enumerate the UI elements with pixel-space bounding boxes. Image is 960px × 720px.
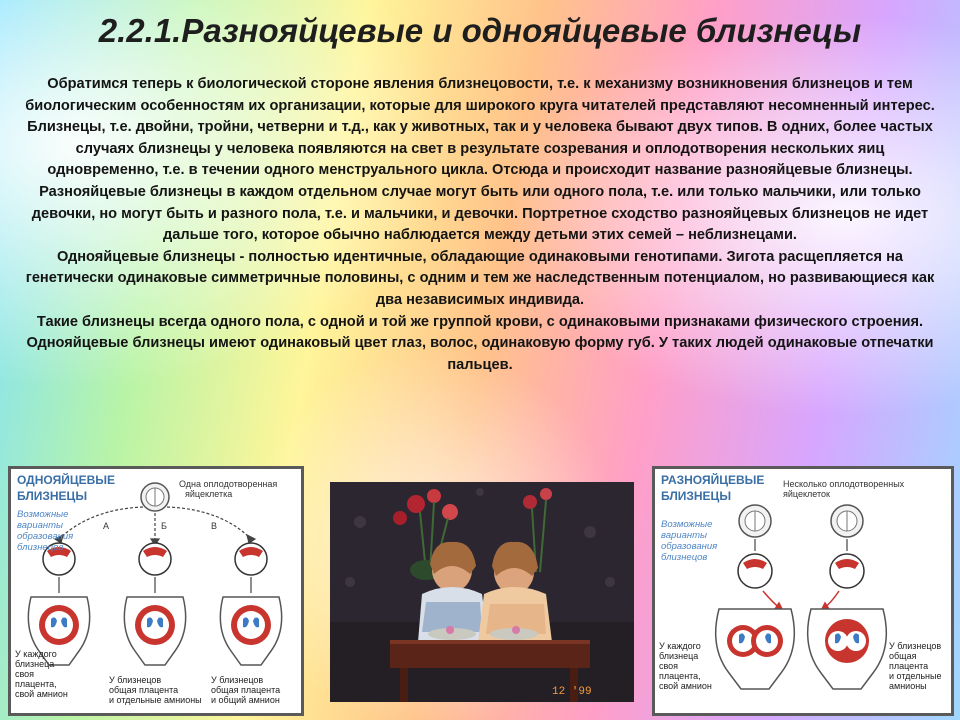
caption-line: и отдельные амнионы (109, 695, 202, 705)
monozygotic-note-1: Одна оплодотворенная (179, 479, 278, 489)
monozygotic-sub-4: близнецов (17, 542, 64, 553)
arrow-label-a: А (103, 521, 110, 531)
monozygotic-title-2: БЛИЗНЕЦЫ (17, 489, 88, 503)
caption-line: общая плацента (109, 685, 179, 695)
branch-arrows-icon (55, 507, 255, 545)
caption-line: свой амнион (15, 689, 68, 699)
dizygotic-note-1: Несколько оплодотворенных (783, 479, 905, 489)
monozygotic-sub-2: варианты (17, 520, 64, 531)
monozygotic-title-1: ОДНОЯЙЦЕВЫЕ (17, 473, 116, 487)
caption-line: своя (659, 661, 679, 671)
caption-line: близнеца (659, 651, 699, 661)
dizygotic-sub-1: Возможные (661, 519, 713, 530)
dizygotic-caption-1 (659, 641, 712, 691)
caption-line: и общий амнион (211, 695, 280, 705)
caption-line: плацента, (659, 671, 701, 681)
arrow-label-b: Б (161, 521, 167, 531)
caption-line: плацента (889, 661, 929, 671)
blastocyst-icons (43, 543, 267, 575)
caption-line: свой амнион (659, 681, 712, 691)
caption-line: своя (15, 669, 35, 679)
monozygotic-diagram (8, 466, 304, 716)
monozygotic-sub-3: образования (17, 531, 74, 542)
paragraph-4: Однояйцевые близнецы - полностью идентичные, обладающие одинаковыми генотипами. Зигота расщепляется на генетически одинаковые симметричные половины, с одним и тем же наследственным потенциалом, но развивающиеся как два независимых индивида. (25, 248, 935, 308)
caption-line: общая плацента (211, 685, 281, 695)
down-arrows-icon (755, 539, 847, 551)
dizygotic-diagram (652, 466, 954, 716)
caption-line: У каждого (659, 641, 701, 651)
monozygotic-sub-1: Возможные (17, 509, 69, 520)
dizygotic-note-2: яйцеклеток (783, 489, 830, 499)
curve-arrows-icon (763, 591, 839, 611)
caption-line: У каждого (15, 649, 57, 659)
monozygotic-caption-1 (15, 649, 68, 699)
paragraph-1: Обратимся теперь к биологической стороне явления близнецовости, т.е. к механизму возникновения близнецов и тем биологическим особенностям их организации, которые для широкого круга читателей представляют несомненный интерес. (25, 76, 935, 114)
twins-photo-drawing (330, 482, 634, 702)
caption-line: близнеца (15, 659, 55, 669)
paragraph-3: Разнояйцевые близнецы в каждом отдельном случае могут быть или одного пола, т.е. или только мальчики, или только девочки, но могут быть и разного пола, т.е. и мальчики, и девочки. Портретное сходство разнояйцевых близнецов не идет дальше того, которое обычно наблюдается между детьми этих семей – неблизнецами. (31, 183, 929, 244)
monozygotic-note-2: яйцеклетка (185, 489, 233, 499)
caption-line: амнионы (889, 681, 927, 691)
down-arrows-icon (59, 577, 251, 593)
photo-timestamp: 12 '99 (552, 686, 592, 698)
slide-title: 2.2.1.Разнояйцевые и однояйцевые близнецы (98, 12, 862, 49)
dizygotic-sub-2: варианты (661, 530, 708, 541)
monozygotic-caption-2 (109, 675, 202, 705)
body-text (22, 74, 938, 376)
paragraph-5: Такие близнецы всегда одного пола, с одной и той же группой крови, с одинаковыми признаками физического строения. Однояйцевые близнецы имеют одинаковый цвет глаз, волос, одинаковую форму губ. У таких людей одинаковые отпечатки пальцев. (26, 313, 934, 373)
dizygotic-caption-2 (889, 641, 942, 691)
monozygotic-caption-3 (211, 675, 280, 705)
twins-photo (330, 482, 634, 702)
caption-line: У близнецов (211, 675, 264, 685)
arrow-label-c: В (211, 521, 218, 531)
blastocyst-icons (738, 554, 864, 588)
caption-line: У близнецов (109, 675, 162, 685)
two-eggs-icon (739, 505, 863, 537)
dizygotic-sub-3: образования (661, 541, 718, 552)
uterus-icons (716, 609, 887, 689)
dizygotic-title-1: РАЗНОЯЙЦЕВЫЕ (661, 473, 765, 487)
dizygotic-title-2: БЛИЗНЕЦЫ (661, 489, 732, 503)
paragraph-2: Близнецы, т.е. двойни, тройни, четверни и т.д., как у животных, так и у человека бывают двух типов. В одних, более частых случаях близнецы у человека появляются на свет в результате созревания и оплодотворения нескольких яиц одновременно, т.е. в течении одного менструального цикла. Отсюда и происходит название разнояйцевые близнецы. (27, 119, 933, 179)
caption-line: У близнецов (889, 641, 942, 651)
caption-line: и отдельные (889, 671, 942, 681)
caption-line: общая (889, 651, 917, 661)
caption-line: плацента, (15, 679, 57, 689)
single-egg-icon (141, 483, 169, 511)
dizygotic-sub-4: близнецов (661, 552, 708, 563)
